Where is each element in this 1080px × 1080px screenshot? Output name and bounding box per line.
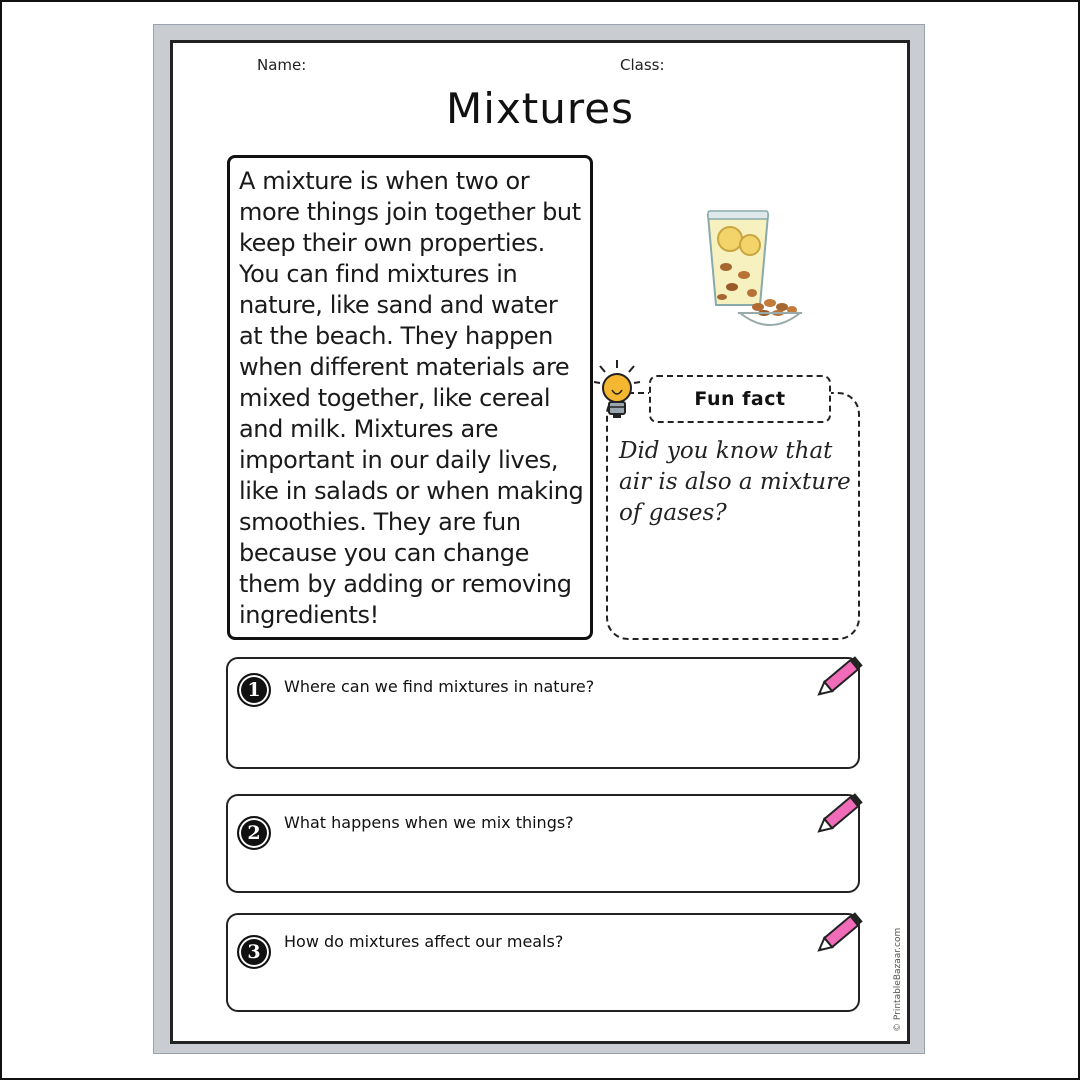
name-label: Name: <box>257 56 307 74</box>
question-number-2: 2 <box>237 816 271 850</box>
copyright-credit: © PrintableBazaar.com <box>893 927 903 1032</box>
question-number-1: 1 <box>237 673 271 707</box>
smoothie-and-nuts-illustration <box>700 205 810 340</box>
pencil-icon <box>816 788 868 836</box>
fun-fact-heading: Fun fact <box>649 375 831 423</box>
page-title: Mixtures <box>446 84 634 133</box>
reading-passage: A mixture is when two or more things join together but keep their own properties. You can find mixtures in nature, like sand and water at the beach. They happen when different materials are mixed together, like cereal and milk. Mixtures are important in our daily lives, like in salads or when making smoothies. They are fun because you can change them by adding or removing ingredients! <box>227 155 593 640</box>
question-box-3[interactable] <box>226 913 860 1012</box>
question-text-3: How do mixtures affect our meals? <box>284 932 564 951</box>
question-number-3: 3 <box>237 935 271 969</box>
pencil-icon <box>816 907 868 955</box>
fun-fact-text: Did you know that air is also a mixture of gases? <box>619 438 851 526</box>
question-text-2: What happens when we mix things? <box>284 813 574 832</box>
lightbulb-icon <box>592 358 642 428</box>
question-box-1[interactable] <box>226 657 860 769</box>
pencil-icon <box>816 651 868 699</box>
question-text-1: Where can we find mixtures in nature? <box>284 677 595 696</box>
question-box-2[interactable] <box>226 794 860 893</box>
class-label: Class: <box>620 56 665 74</box>
